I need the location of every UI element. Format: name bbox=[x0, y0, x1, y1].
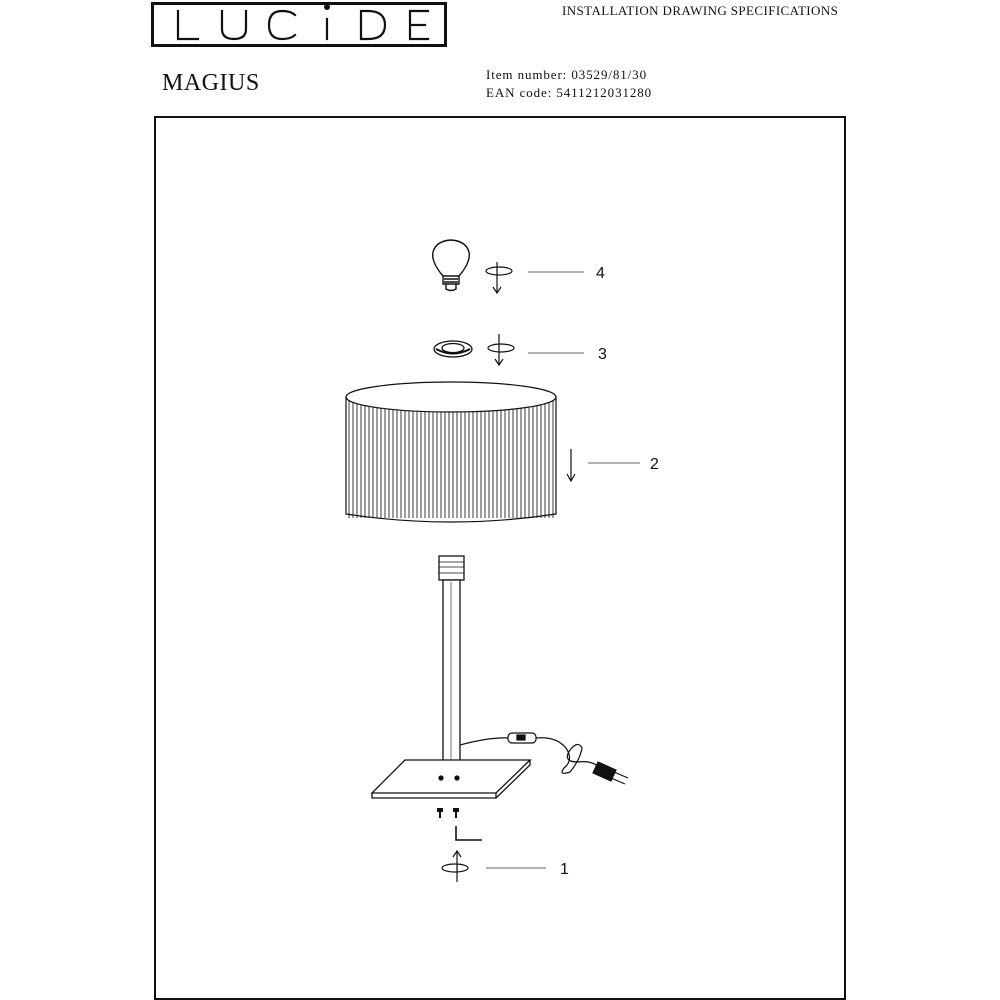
shade-ring-icon bbox=[434, 341, 472, 357]
ean-code: EAN code: 5411212031280 bbox=[486, 85, 653, 100]
lamp-shade-icon bbox=[346, 382, 556, 522]
step-3-label: 3 bbox=[598, 346, 607, 363]
rotate-arrow-icon bbox=[442, 851, 468, 882]
product-name: MAGIUS bbox=[162, 70, 260, 96]
lamp-body-icon bbox=[372, 556, 530, 798]
rotate-arrow-icon bbox=[488, 334, 514, 365]
screw-icon bbox=[437, 808, 459, 818]
down-arrow-icon bbox=[567, 449, 575, 481]
item-number: Item number: 03529/81/30 bbox=[486, 67, 647, 82]
rotate-arrow-icon bbox=[486, 262, 512, 293]
step-2-label: 2 bbox=[650, 456, 659, 473]
bulb-icon bbox=[433, 240, 470, 291]
allen-key-icon bbox=[456, 826, 482, 840]
step-1-label: 1 bbox=[560, 861, 569, 878]
step-4-label: 4 bbox=[596, 265, 605, 282]
spec-title: INSTALLATION DRAWING SPECIFICATIONS bbox=[562, 3, 839, 18]
